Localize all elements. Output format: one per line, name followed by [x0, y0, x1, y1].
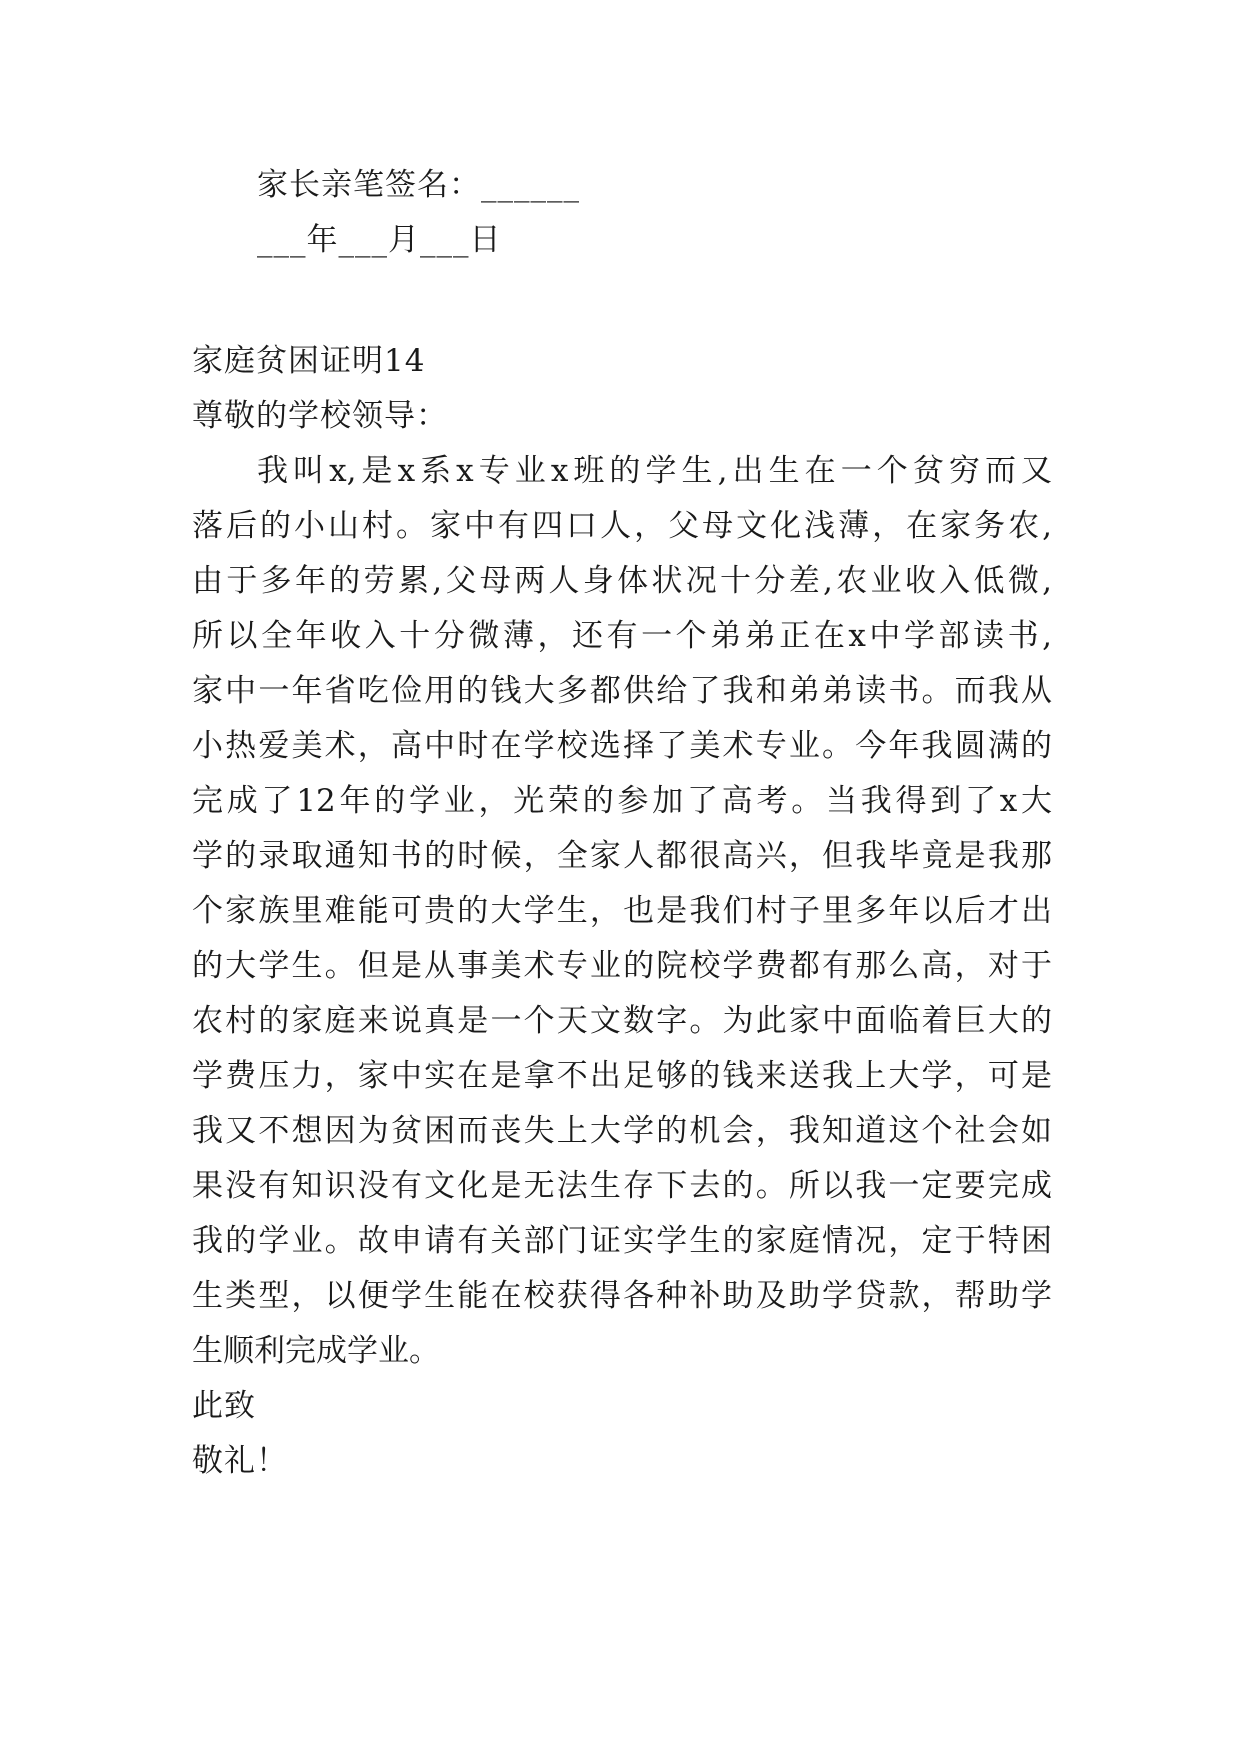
body-paragraph-line: 我又不想因为贫困而丧失上大学的机会，我知道这个社会如 — [192, 1113, 1052, 1149]
body-paragraph-line: 农村的家庭来说真是一个天文数字。为此家中面临着巨大的 — [192, 1003, 1052, 1039]
body-paragraph-line: 所以全年收入十分微薄，还有一个弟弟正在x中学部读书, — [192, 618, 1052, 654]
closing-cizhi: 此致 — [192, 1388, 256, 1424]
body-paragraph-line: 落后的小山村。家中有四口人，父母文化浅薄，在家务农, — [192, 508, 1052, 544]
body-paragraph-line: 家中一年省吃俭用的钱大多都供给了我和弟弟读书。而我从 — [192, 673, 1052, 709]
body-paragraph-line: 果没有知识没有文化是无法生存下去的。所以我一定要完成 — [192, 1168, 1052, 1204]
closing-jingli: 敬礼！ — [192, 1443, 288, 1479]
body-paragraph-line: 我的学业。故申请有关部门证实学生的家庭情况，定于特困 — [192, 1223, 1052, 1259]
body-paragraph-line: 生顺利完成学业。 — [192, 1333, 440, 1369]
body-paragraph-line: 我叫x,是x系x专业x班的学生,出生在一个贫穷而又 — [257, 453, 1052, 489]
body-paragraph-line: 个家族里难能可贵的大学生，也是我们村子里多年以后才出 — [192, 893, 1052, 929]
date-line: ___年___月___日 — [257, 222, 502, 258]
body-paragraph-line: 学的录取通知书的时候，全家人都很高兴，但我毕竟是我那 — [192, 838, 1052, 874]
parent-signature-line: 家长亲笔签名：______ — [257, 167, 580, 203]
letter-title: 家庭贫困证明14 — [192, 343, 426, 379]
body-paragraph-line: 由于多年的劳累,父母两人身体状况十分差,农业收入低微, — [192, 563, 1052, 599]
body-paragraph-line: 的大学生。但是从事美术专业的院校学费都有那么高，对于 — [192, 948, 1052, 984]
body-paragraph-line: 生类型，以便学生能在校获得各种补助及助学贷款，帮助学 — [192, 1278, 1052, 1314]
body-paragraph-line: 小热爱美术，高中时在学校选择了美术专业。今年我圆满的 — [192, 728, 1052, 764]
letter-salutation: 尊敬的学校领导： — [192, 398, 448, 434]
body-paragraph-line: 完成了12年的学业，光荣的参加了高考。当我得到了x大 — [192, 783, 1052, 819]
body-paragraph-line: 学费压力，家中实在是拿不出足够的钱来送我上大学，可是 — [192, 1058, 1052, 1094]
